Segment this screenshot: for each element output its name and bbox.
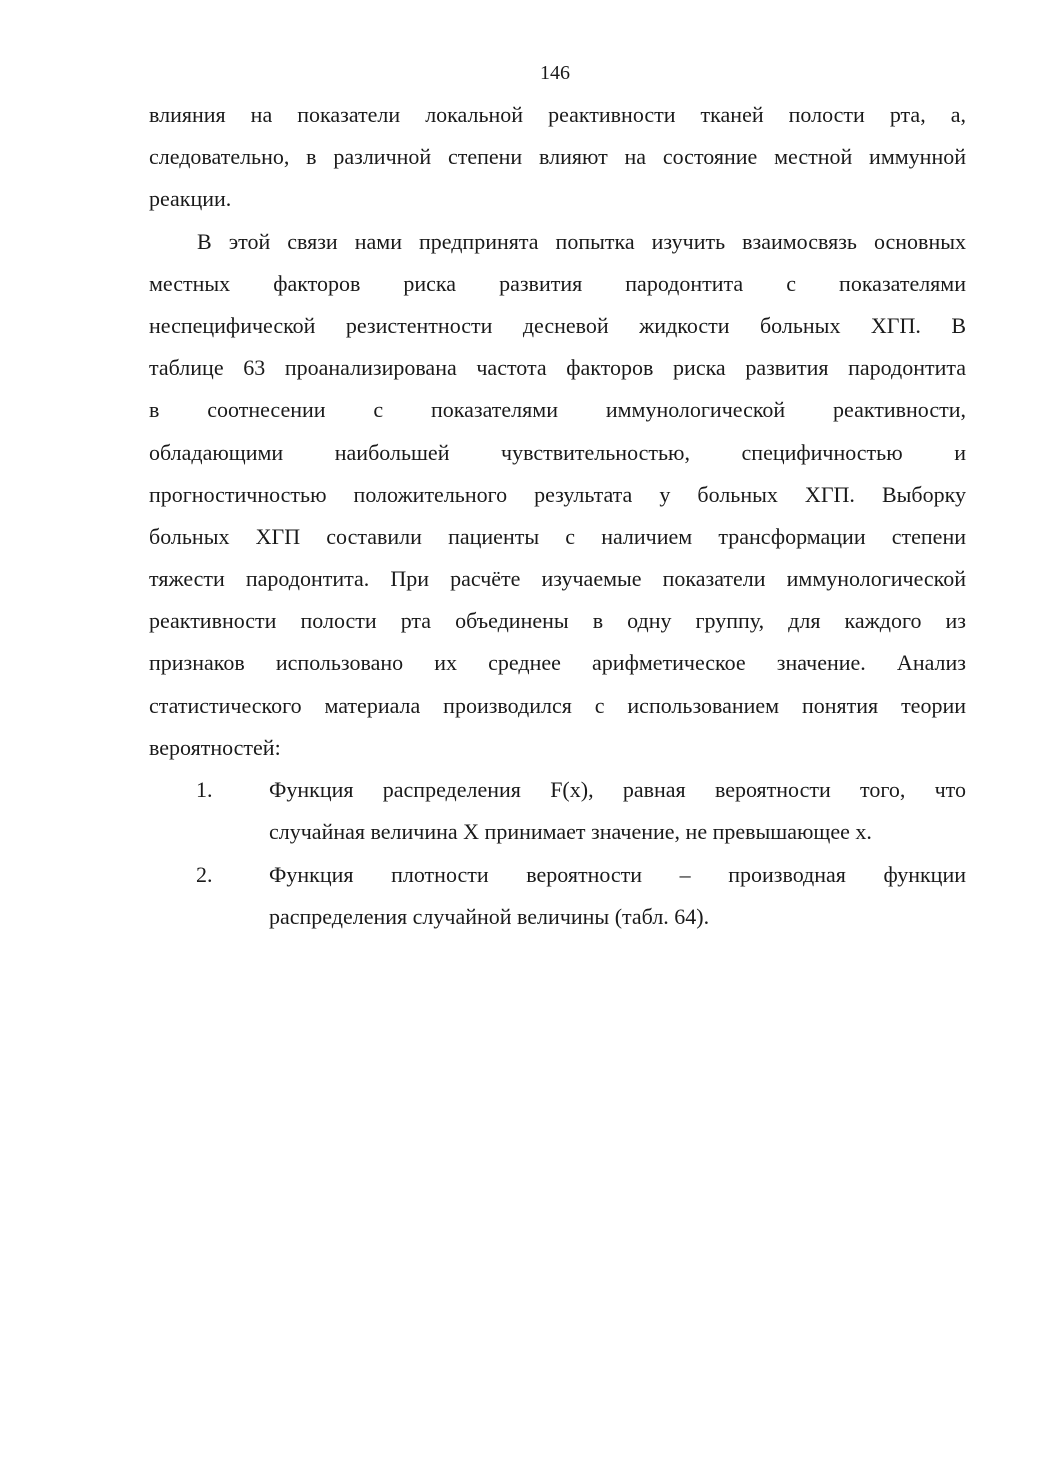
paragraph-line: больных ХГП составили пациенты с наличием трансформации степени (149, 523, 966, 549)
list-item-line: Функция распределения F(x), равная вероятности того, что (269, 777, 966, 803)
paragraph-1 (149, 94, 966, 221)
paragraph-line: в соотнесении с показателями иммунологической реактивности, (149, 397, 966, 423)
paragraph-line: вероятностей: (149, 734, 281, 760)
paragraph-line: таблице 63 проанализирована частота факторов риска развития пародонтита (149, 355, 966, 381)
list-item-body (269, 854, 966, 938)
paragraph-line: реакции. (149, 186, 232, 212)
paragraph-line: местных факторов риска развития пародонтита с показателями (149, 270, 966, 296)
paragraph-line: статистического материала производился с использованием понятия теории (149, 692, 966, 718)
paragraph-2 (149, 221, 966, 769)
list-item-line: распределения случайной величины (табл. 64). (269, 903, 710, 929)
list-item (149, 854, 966, 938)
list-item-number: 2. (196, 861, 213, 887)
paragraph-line: признаков использовано их среднее арифметическое значение. Анализ (149, 650, 966, 676)
paragraph-line: тяжести пародонтита. При расчёте изучаемые показатели иммунологической (149, 566, 966, 592)
list-item-line: случайная величина X принимает значение, не превышающее x. (269, 819, 872, 845)
paragraph-line: прогностичностью положительного результата у больных ХГП. Выборку (149, 481, 966, 507)
numbered-list (149, 769, 966, 938)
paragraph-line: следовательно, в различной степени влияют на состояние местной иммунной (149, 144, 966, 170)
list-item-line: Функция плотности вероятности – производная функции (269, 861, 966, 887)
paragraph-line: неспецифической резистентности десневой жидкости больных ХГП. В (149, 312, 966, 338)
list-item (149, 769, 966, 853)
list-item-number: 1. (196, 777, 213, 803)
list-item-body (269, 769, 966, 853)
paragraph-line: В этой связи нами предпринята попытка изучить взаимосвязь основных (197, 228, 966, 254)
page-number: 146 (540, 62, 570, 84)
paragraph-line: влияния на показатели локальной реактивности тканей полости рта, а, (149, 102, 966, 127)
paragraph-line: реактивности полости рта объединены в одну группу, для каждого из (149, 608, 966, 634)
paragraph-line: обладающими наибольшей чувствительностью, специфичностью и (149, 439, 966, 465)
